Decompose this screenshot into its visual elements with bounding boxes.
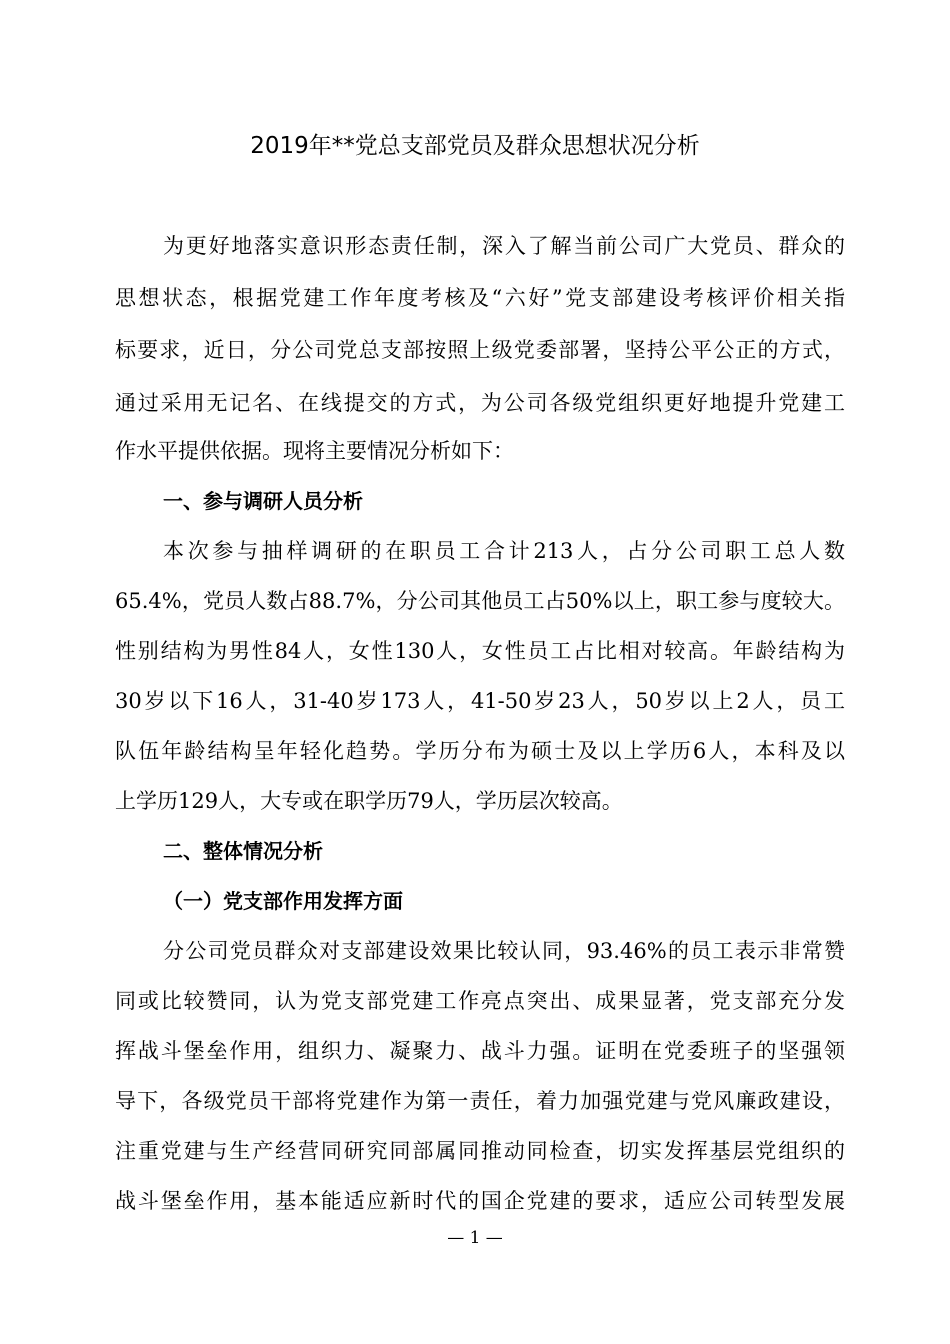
text-line: 上学历129人，大专或在职学历79人，学历层次较高。 [115,789,623,813]
section-heading: 二、整体情况分析 [163,839,323,863]
page-number: — 1 — [447,1228,503,1248]
text-line: 为更好地落实意识形态责任制，深入了解当前公司广大党员、群众的 [163,234,845,258]
text-line: 思想状态，根据党建工作年度考核及“六好”党支部建设考核评价相关指 [115,286,845,310]
text-line: 导下，各级党员干部将党建作为第一责任，着力加强党建与党风廉政建设， [115,1089,845,1113]
text-line: 通过采用无记名、在线提交的方式，为公司各级党组织更好地提升党建工 [115,391,845,415]
text-line: 挥战斗堡垒作用，组织力、凝聚力、战斗力强。证明在党委班子的坚强领 [115,1039,845,1063]
text-line: 同或比较赞同，认为党支部党建工作亮点突出、成果显著，党支部充分发 [115,989,845,1013]
text-line: 本次参与抽样调研的在职员工合计213人，占分公司职工总人数 [163,539,845,563]
section-heading: 一、参与调研人员分析 [163,489,363,513]
text-line: 作水平提供依据。现将主要情况分析如下： [115,439,514,463]
text-line: 队伍年龄结构呈年轻化趋势。学历分布为硕士及以上学历6人，本科及以 [115,739,845,763]
text-line: 30岁以下16人，31-40岁173人，41-50岁23人，50岁以上2人，员工 [115,689,845,713]
text-line: 战斗堡垒作用，基本能适应新时代的国企党建的要求，适应公司转型发展 [115,1189,845,1213]
text-line: 65.4%，党员人数占88.7%，分公司其他员工占50%以上，职工参与度较大。 [115,589,845,613]
text-line: 性别结构为男性84人，女性130人，女性员工占比相对较高。年龄结构为 [115,639,845,663]
text-line: 分公司党员群众对支部建设效果比较认同，93.46%的员工表示非常赞 [163,939,845,963]
text-line: 注重党建与生产经营同研究同部属同推动同检查，切实发挥基层党组织的 [115,1139,845,1163]
subsection-heading: （一）党支部作用发挥方面 [163,889,403,913]
text-line: 标要求，近日，分公司党总支部按照上级党委部署，坚持公平公正的方式， [115,338,845,362]
page-title: 2019年**党总支部党员及群众思想状况分析 [250,133,700,159]
